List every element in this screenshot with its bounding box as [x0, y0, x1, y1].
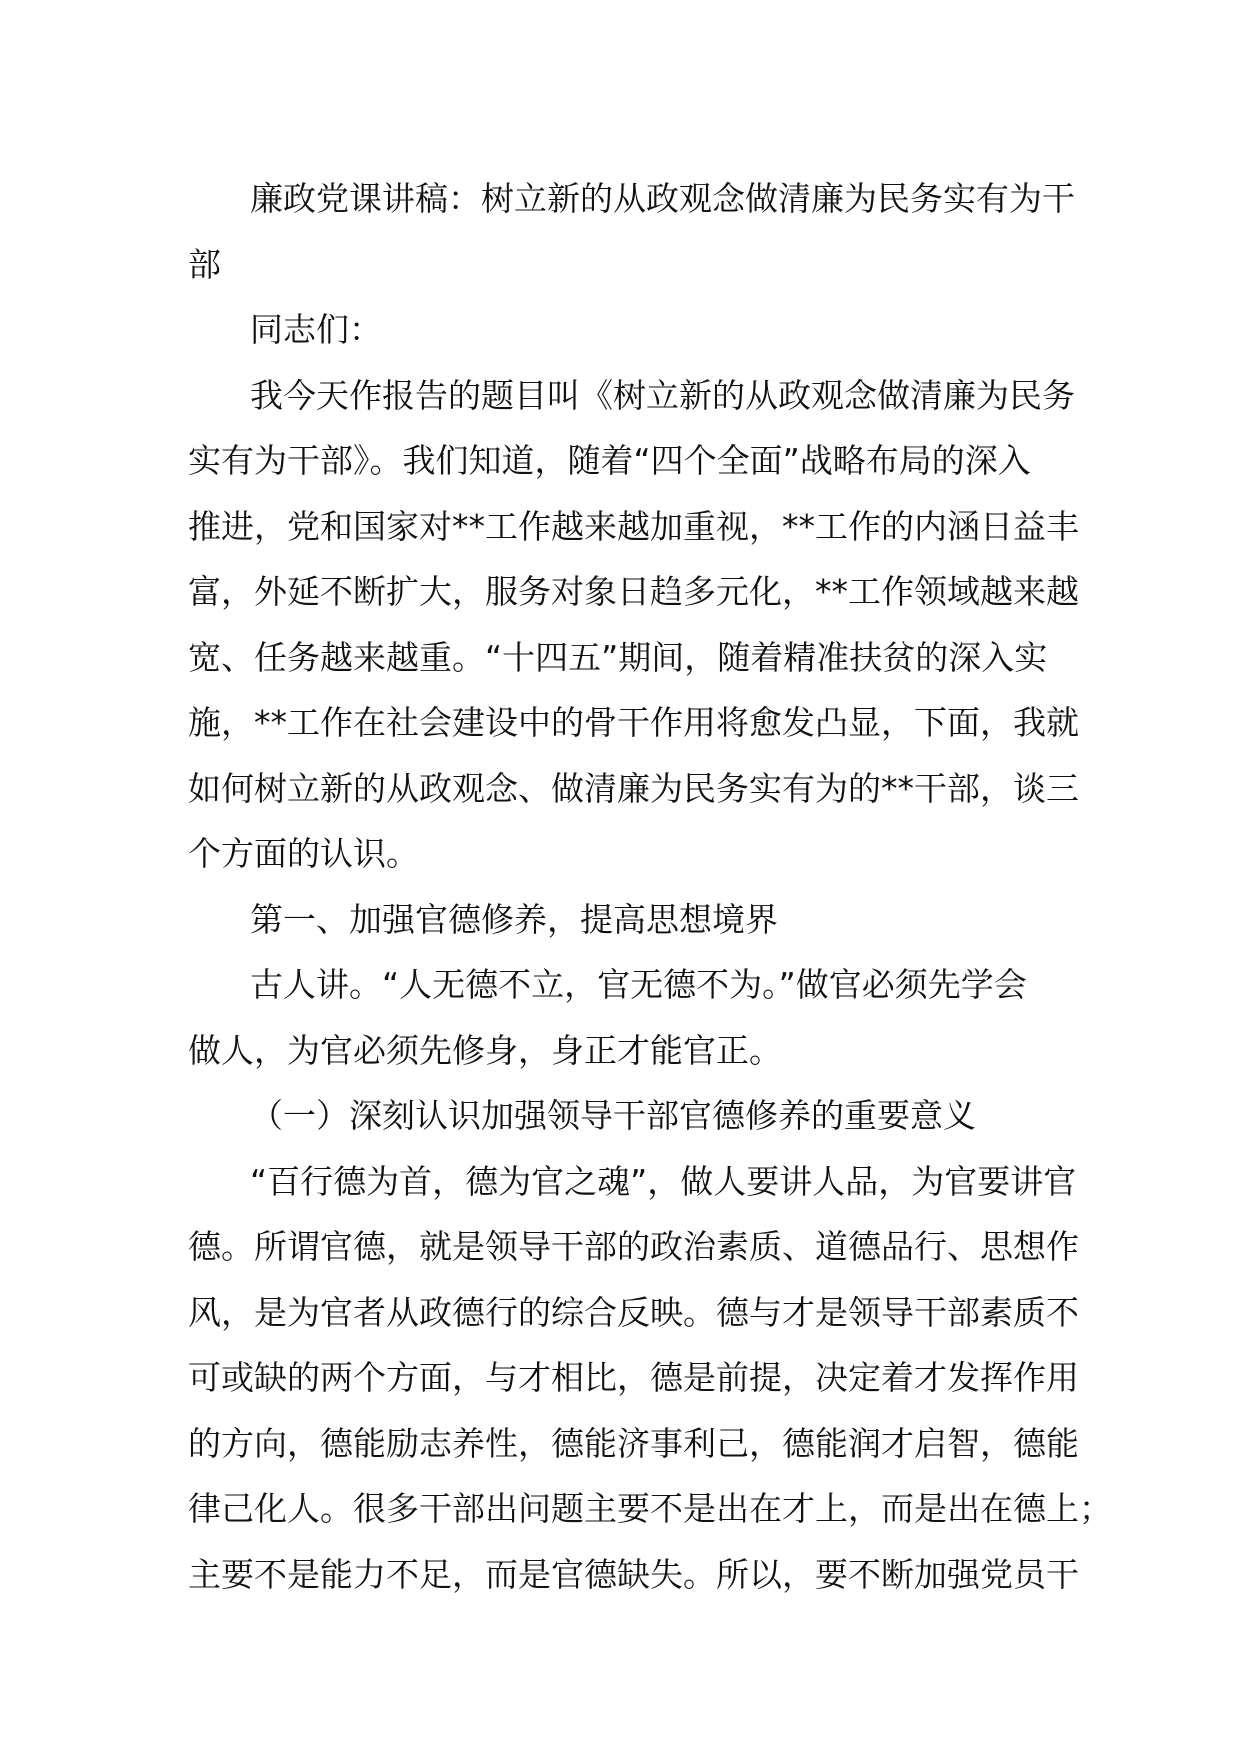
- paragraph-line: 富，外延不断扩大，服务对象日趋多元化，**工作领域越来越: [188, 572, 1079, 611]
- title-line: 廉政党课讲稿：树立新的从政观念做清廉为民务实有为干: [250, 179, 1075, 218]
- greeting-paragraph: [188, 297, 1068, 363]
- virtue-paragraph: [188, 1149, 1112, 1608]
- subheading-1: [188, 1083, 1068, 1149]
- paragraph-line: 律己化人。很多干部出问题主要不是出在才上，而是出在德上；: [188, 1489, 1112, 1528]
- heading-text: 第一、加强官德修养，提高思想境界: [250, 899, 778, 939]
- paragraph-line: 主要不是能力不足，而是官德缺失。所以，要不断加强党员干: [188, 1554, 1079, 1594]
- paragraph-line: 推进，党和国家对**工作越来越加重视，**工作的内涵日益丰: [188, 506, 1079, 546]
- title-line: 部: [188, 244, 221, 284]
- paragraph-line: 宽、任务越来越重。“十四五”期间，随着精准扶贫的深入实: [188, 637, 1048, 677]
- paragraph-line: 施，**工作在社会建设中的骨干作用将愈发凸显，下面，我就: [188, 703, 1079, 742]
- paragraph-line: 实有为干部》。我们知道，随着“四个全面”战略布局的深入: [188, 441, 1031, 480]
- document-body: [188, 166, 1112, 1607]
- paragraph-line: 可或缺的两个方面，与才相比，德是前提，决定着才发挥作用: [188, 1358, 1079, 1397]
- paragraph-line: 德。所谓官德，就是领导干部的政治素质、道德品行、思想作: [188, 1227, 1079, 1266]
- paragraph-line: “百行德为首，德为官之魂”，做人要讲人品，为官要讲官: [250, 1161, 1077, 1201]
- greeting: 同志们：: [250, 310, 382, 349]
- paragraph-line: 做人，为官必须先修身，身正才能官正。: [188, 1030, 782, 1070]
- ancients-paragraph: [188, 952, 1068, 1083]
- paragraph-line: 的方向，德能励志养性，德能济事利己，德能润才启智，德能: [188, 1423, 1079, 1463]
- section-heading-1: [188, 887, 1068, 953]
- document-title: [188, 166, 1075, 297]
- paragraph-line: 风，是为官者从政德行的综合反映。德与才是领导干部素质不: [188, 1292, 1079, 1332]
- paragraph-line: 如何树立新的从政观念、做清廉为民务实有为的**干部，谈三: [188, 768, 1079, 808]
- subheading-text: （一）深刻认识加强领导干部官德修养的重要意义: [250, 1096, 976, 1135]
- paragraph-line: 我今天作报告的题目叫《树立新的从政观念做清廉为民务: [250, 375, 1075, 415]
- paragraph-line: 个方面的认识。: [188, 834, 419, 873]
- paragraph-line: 古人讲。“人无德不立，官无德不为。”做官必须先学会: [250, 965, 1027, 1004]
- intro-paragraph: [188, 363, 1079, 887]
